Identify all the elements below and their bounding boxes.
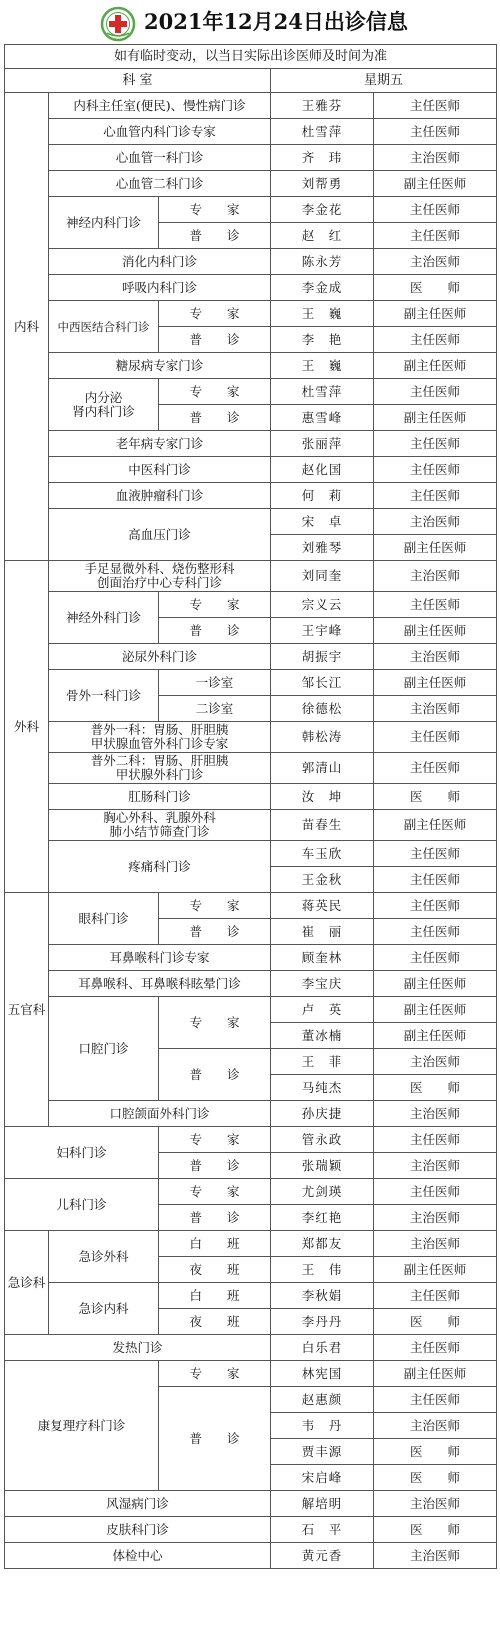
title-cell: 主治医师 xyxy=(374,1491,497,1517)
dept-cell: 心血管内科门诊专家 xyxy=(49,119,271,145)
title-cell: 副主任医师 xyxy=(374,971,497,997)
sub-cell: 普 诊 xyxy=(159,327,271,353)
category-wuguan: 五官科 xyxy=(5,893,49,1127)
doctor-cell: 尤剑瑛 xyxy=(271,1179,374,1205)
title-cell: 副主任医师 xyxy=(374,1023,497,1049)
doctor-cell: 车玉欣 xyxy=(271,841,374,867)
title-cell: 主任医师 xyxy=(374,753,497,784)
sub-cell: 普 诊 xyxy=(159,1153,271,1179)
doctor-cell: 郑都友 xyxy=(271,1231,374,1257)
sub-cell: 普 诊 xyxy=(159,1387,271,1491)
doctor-cell: 齐 玮 xyxy=(271,145,374,171)
title-cell: 主任医师 xyxy=(374,1335,497,1361)
doctor-cell: 李红艳 xyxy=(271,1205,374,1231)
doctor-cell: 李金成 xyxy=(271,275,374,301)
dept-cell xyxy=(49,722,271,753)
title-cell: 主任医师 xyxy=(374,722,497,753)
sub-cell: 专 家 xyxy=(159,1179,271,1205)
sub-cell: 专 家 xyxy=(159,1127,271,1153)
page-title: 2021年12月24日出诊信息 xyxy=(144,9,408,34)
doctor-cell: 李秋娟 xyxy=(271,1283,374,1309)
title-cell: 副主任医师 xyxy=(374,535,497,561)
doctor-cell: 王 巍 xyxy=(271,301,374,327)
dept-line: 普外一科：胃肠、肝胆胰 xyxy=(90,722,229,737)
category-jizhen: 急诊科 xyxy=(5,1231,49,1335)
title-cell: 副主任医师 xyxy=(374,405,497,431)
sub-cell: 专 家 xyxy=(159,997,271,1049)
title-cell: 主任医师 xyxy=(374,223,497,249)
doctor-cell: 白乐君 xyxy=(271,1335,374,1361)
title-cell: 主治医师 xyxy=(374,561,497,592)
title-cell: 主任医师 xyxy=(374,379,497,405)
dept-cell: 口腔门诊 xyxy=(49,997,159,1101)
title-cell: 主治医师 xyxy=(374,1413,497,1439)
doctor-cell: 卢 英 xyxy=(271,997,374,1023)
title-cell: 副主任医师 xyxy=(374,670,497,696)
title-cell: 医 师 xyxy=(374,1517,497,1543)
sub-cell: 一诊室 xyxy=(159,670,271,696)
doctor-cell: 王 巍 xyxy=(271,353,374,379)
dept-cell: 老年病专家门诊 xyxy=(49,431,271,457)
doctor-cell: 刘雅琴 xyxy=(271,535,374,561)
dept-cell: 口腔颌面外科门诊 xyxy=(49,1101,271,1127)
doctor-cell: 王 伟 xyxy=(271,1257,374,1283)
title-cell: 主任医师 xyxy=(374,1127,497,1153)
title-cell: 医 师 xyxy=(374,275,497,301)
sub-cell: 专 家 xyxy=(159,893,271,919)
sub-cell: 普 诊 xyxy=(159,919,271,945)
sub-cell: 白 班 xyxy=(159,1283,271,1309)
sub-cell: 专 家 xyxy=(159,1361,271,1387)
dept-cell: 中西医结合科门诊 xyxy=(49,301,159,353)
title-cell: 副主任医师 xyxy=(374,1361,497,1387)
schedule-table xyxy=(4,44,497,1569)
hospital-logo-icon xyxy=(100,6,136,42)
doctor-cell: 孙庆捷 xyxy=(271,1101,374,1127)
dept-cell: 泌尿外科门诊 xyxy=(49,644,271,670)
dept-cell: 急诊外科 xyxy=(49,1231,159,1283)
dept-cell: 儿科门诊 xyxy=(5,1179,159,1231)
title-cell: 主治医师 xyxy=(374,145,497,171)
dept-cell: 肛肠科门诊 xyxy=(49,784,271,810)
doctor-cell: 赵惠颜 xyxy=(271,1387,374,1413)
doctor-cell: 郭清山 xyxy=(271,753,374,784)
doctor-cell: 张瑞颖 xyxy=(271,1153,374,1179)
page-header xyxy=(4,0,496,44)
dept-cell: 中医科门诊 xyxy=(49,457,271,483)
sub-cell: 普 诊 xyxy=(159,618,271,644)
sub-cell: 夜 班 xyxy=(159,1257,271,1283)
day-column-header: 星期五 xyxy=(271,69,497,93)
doctor-cell: 张丽萍 xyxy=(271,431,374,457)
sub-cell: 专 家 xyxy=(159,592,271,618)
title-cell: 副主任医师 xyxy=(374,810,497,841)
dept-cell: 糖尿病专家门诊 xyxy=(49,353,271,379)
sub-cell: 白 班 xyxy=(159,1231,271,1257)
dept-cell: 耳鼻喉科、耳鼻喉科眩晕门诊 xyxy=(49,971,271,997)
title-cell: 主治医师 xyxy=(374,644,497,670)
dept-line: 内分泌 xyxy=(84,389,123,405)
doctor-cell: 宋 卓 xyxy=(271,509,374,535)
title-cell: 主任医师 xyxy=(374,1387,497,1413)
dept-cell: 风湿病门诊 xyxy=(5,1491,271,1517)
dept-cell: 骨外一科门诊 xyxy=(49,670,159,722)
dept-cell: 发热门诊 xyxy=(5,1335,271,1361)
title-cell: 主治医师 xyxy=(374,1231,497,1257)
title-cell: 副主任医师 xyxy=(374,353,497,379)
title-cell: 医 师 xyxy=(374,1309,497,1335)
dept-cell xyxy=(49,810,271,841)
doctor-cell: 蒋英民 xyxy=(271,893,374,919)
dept-cell: 内科主任室(便民)、慢性病门诊 xyxy=(49,93,271,119)
title-cell: 副主任医师 xyxy=(374,171,497,197)
dept-line: 甲状腺血管外科门诊专家 xyxy=(90,736,229,751)
title-cell: 主任医师 xyxy=(374,841,497,867)
dept-cell: 高血压门诊 xyxy=(49,509,271,561)
doctor-cell: 刘同奎 xyxy=(271,561,374,592)
doctor-cell: 李金花 xyxy=(271,197,374,223)
title-cell: 主治医师 xyxy=(374,509,497,535)
title-cell: 副主任医师 xyxy=(374,1257,497,1283)
dept-line: 手足显微外科、烧伤整形科 xyxy=(84,561,235,576)
dept-cell: 急诊内科 xyxy=(49,1283,159,1335)
sub-cell: 普 诊 xyxy=(159,1205,271,1231)
title-cell: 主任医师 xyxy=(374,919,497,945)
title-cell: 主治医师 xyxy=(374,1153,497,1179)
title-cell: 主治医师 xyxy=(374,696,497,722)
title-cell: 医 师 xyxy=(374,1075,497,1101)
dept-cell: 妇科门诊 xyxy=(5,1127,159,1179)
dept-cell: 神经外科门诊 xyxy=(49,592,159,644)
doctor-cell: 李 艳 xyxy=(271,327,374,353)
dept-cell xyxy=(49,753,271,784)
doctor-cell: 李宝庆 xyxy=(271,971,374,997)
doctor-cell: 马纯杰 xyxy=(271,1075,374,1101)
doctor-cell: 王宇峰 xyxy=(271,618,374,644)
doctor-cell: 杜雪萍 xyxy=(271,379,374,405)
title-cell: 主任医师 xyxy=(374,1283,497,1309)
doctor-cell: 邹长江 xyxy=(271,670,374,696)
title-cell: 医 师 xyxy=(374,1465,497,1491)
title-cell: 主任医师 xyxy=(374,867,497,893)
title-cell: 主任医师 xyxy=(374,483,497,509)
dept-cell: 心血管二科门诊 xyxy=(49,171,271,197)
title-cell: 主任医师 xyxy=(374,431,497,457)
doctor-cell: 赵 红 xyxy=(271,223,374,249)
sub-cell: 普 诊 xyxy=(159,405,271,431)
sub-cell: 夜 班 xyxy=(159,1309,271,1335)
doctor-cell: 陈永芳 xyxy=(271,249,374,275)
dept-cell xyxy=(49,561,271,592)
doctor-cell: 刘帮勇 xyxy=(271,171,374,197)
doctor-cell: 宗义云 xyxy=(271,592,374,618)
doctor-cell: 杜雪萍 xyxy=(271,119,374,145)
doctor-cell: 解培明 xyxy=(271,1491,374,1517)
title-cell: 主任医师 xyxy=(374,119,497,145)
doctor-cell: 王雅芬 xyxy=(271,93,374,119)
dept-cell: 心血管一科门诊 xyxy=(49,145,271,171)
title-cell: 副主任医师 xyxy=(374,997,497,1023)
dept-cell: 神经内科门诊 xyxy=(49,197,159,249)
dept-column-header: 科 室 xyxy=(5,69,271,93)
doctor-cell: 管永政 xyxy=(271,1127,374,1153)
doctor-cell: 赵化国 xyxy=(271,457,374,483)
category-waike: 外科 xyxy=(5,561,49,893)
doctor-cell: 贾丰源 xyxy=(271,1439,374,1465)
doctor-cell: 韦 丹 xyxy=(271,1413,374,1439)
dept-line: 普外二科：胃肠、肝胆胰 xyxy=(90,753,229,768)
doctor-cell: 王 菲 xyxy=(271,1049,374,1075)
title-cell: 副主任医师 xyxy=(374,618,497,644)
dept-cell: 疼痛科门诊 xyxy=(49,841,271,893)
dept-line: 肾内科门诊 xyxy=(72,403,135,419)
dept-cell: 血液肿瘤科门诊 xyxy=(49,483,271,509)
title-cell: 医 师 xyxy=(374,1439,497,1465)
title-cell: 主任医师 xyxy=(374,893,497,919)
dept-line: 胸心外科、乳腺外科 xyxy=(103,810,216,825)
doctor-cell: 黄元香 xyxy=(271,1543,374,1569)
title-cell: 主治医师 xyxy=(374,1049,497,1075)
doctor-cell: 崔 丽 xyxy=(271,919,374,945)
dept-cell: 耳鼻喉科门诊专家 xyxy=(49,945,271,971)
sub-cell: 普 诊 xyxy=(159,1049,271,1101)
dept-cell: 体检中心 xyxy=(5,1543,271,1569)
notice-text: 如有临时变动，以当日实际出诊医师及时间为准 xyxy=(5,45,497,69)
title-cell: 主治医师 xyxy=(374,1101,497,1127)
title-cell: 主任医师 xyxy=(374,93,497,119)
dept-cell: 呼吸内科门诊 xyxy=(49,275,271,301)
doctor-cell: 汝 坤 xyxy=(271,784,374,810)
title-cell: 主任医师 xyxy=(374,197,497,223)
title-cell: 主任医师 xyxy=(374,945,497,971)
doctor-cell: 李丹丹 xyxy=(271,1309,374,1335)
dept-cell xyxy=(49,379,159,431)
dept-cell: 皮肤科门诊 xyxy=(5,1517,271,1543)
title-cell: 副主任医师 xyxy=(374,301,497,327)
title-cell: 主治医师 xyxy=(374,1205,497,1231)
title-cell: 主任医师 xyxy=(374,592,497,618)
dept-line: 创面治疗中心专科门诊 xyxy=(96,575,222,590)
title-cell: 主任医师 xyxy=(374,327,497,353)
title-cell: 主治医师 xyxy=(374,249,497,275)
doctor-cell: 韩松涛 xyxy=(271,722,374,753)
dept-line: 甲状腺外科门诊 xyxy=(115,767,204,782)
doctor-cell: 胡振宇 xyxy=(271,644,374,670)
doctor-cell: 林宪国 xyxy=(271,1361,374,1387)
doctor-cell: 宋启峰 xyxy=(271,1465,374,1491)
doctor-cell: 惠雪峰 xyxy=(271,405,374,431)
dept-cell: 眼科门诊 xyxy=(49,893,159,945)
doctor-cell: 何 莉 xyxy=(271,483,374,509)
sub-cell: 专 家 xyxy=(159,301,271,327)
sub-cell: 普 诊 xyxy=(159,223,271,249)
dept-cell: 消化内科门诊 xyxy=(49,249,271,275)
title-cell: 主任医师 xyxy=(374,1179,497,1205)
dept-line: 肺小结节筛查门诊 xyxy=(109,824,210,839)
sub-cell: 专 家 xyxy=(159,197,271,223)
sub-cell: 二诊室 xyxy=(159,696,271,722)
title-cell: 医 师 xyxy=(374,784,497,810)
dept-cell: 康复理疗科门诊 xyxy=(5,1361,159,1491)
category-neike: 内科 xyxy=(5,93,49,561)
doctor-cell: 王金秋 xyxy=(271,867,374,893)
doctor-cell: 石 平 xyxy=(271,1517,374,1543)
doctor-cell: 顾奎林 xyxy=(271,945,374,971)
title-cell: 主任医师 xyxy=(374,457,497,483)
doctor-cell: 董冰楠 xyxy=(271,1023,374,1049)
title-cell: 主治医师 xyxy=(374,1543,497,1569)
doctor-cell: 徐德松 xyxy=(271,696,374,722)
doctor-cell: 苗春生 xyxy=(271,810,374,841)
sub-cell: 专 家 xyxy=(159,379,271,405)
